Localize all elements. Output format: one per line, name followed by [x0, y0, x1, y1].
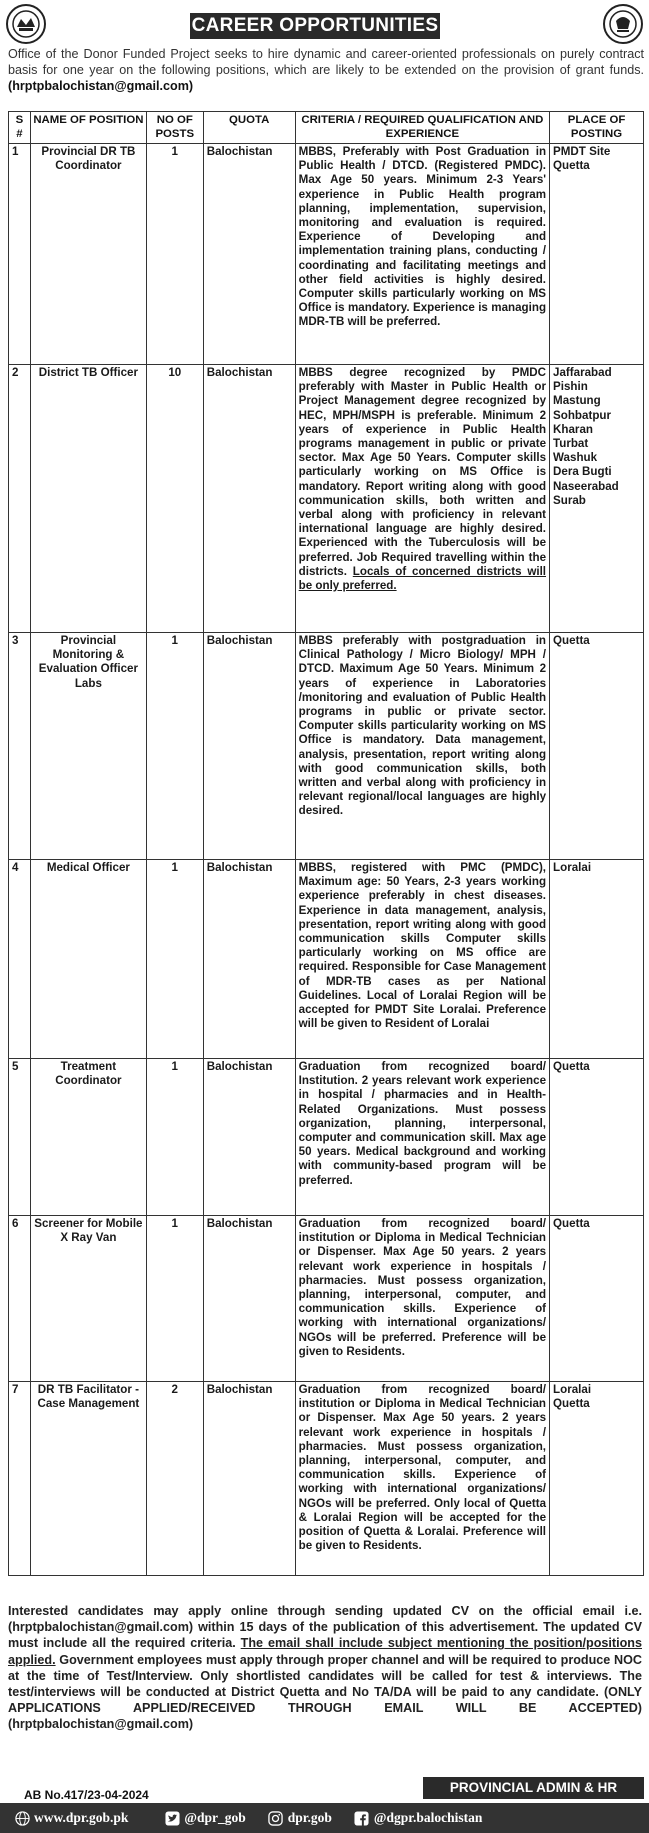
- application-instructions: [8, 1603, 642, 1733]
- social-links-bar: [0, 1803, 649, 1833]
- cell-place: Loralai Quetta: [550, 1382, 644, 1576]
- cell-posts: 1: [146, 633, 203, 860]
- cell-position: DR TB Facilitator - Case Management: [30, 1382, 146, 1576]
- header-position: NAME OF POSITION: [30, 112, 146, 144]
- facebook-icon: [354, 1810, 370, 1826]
- govt-crest-logo: [603, 4, 643, 44]
- intro-text: Office of the Donor Funded Project seeks to hire dynamic and career-oriented professionals on purely contract basis for one year on the following positions, which are likely to be extended on the provision of grant funds.: [8, 47, 644, 77]
- facebook-link[interactable]: [354, 1810, 482, 1826]
- criteria-underlined: Locals of concerned districts will be only preferred.: [298, 564, 547, 593]
- header-sno: S #: [9, 112, 31, 144]
- criteria-text: MBBS degree recognized by PMDC preferably with Master in Public Health or Project Management degree recognized by HEC, MPH/MSPH is preferable. Minimum 2 years of experience in Public Health programs management in public or private sector. Max Age 50 Years. Computer skills particularly working on MS Office is mandatory. Report writing along with good communication skills, both written and verbal along with proficiency in relevant international language are highly desired. Experienced with the Tuberculosis will be preferred. Job Required travelling within the districts.: [298, 366, 547, 578]
- page-title: CAREER OPPORTUNITIES: [190, 13, 440, 39]
- instagram-icon: [268, 1810, 284, 1826]
- cell-sno: 6: [9, 1216, 31, 1382]
- table-row: [9, 633, 644, 860]
- cell-posts: 1: [146, 860, 203, 1059]
- twitter-icon: [164, 1810, 180, 1826]
- cell-posts: 1: [146, 1216, 203, 1382]
- cell-place: Jaffarabad Pishin Mastung Sohbatpur Kharan Turbat Washuk Dera Bugti Naseerabad Surab: [550, 365, 644, 633]
- govt-emblem-logo: [6, 4, 46, 44]
- cell-criteria: Graduation from recognized board/ Institution. 2 years relevant work experience in hospital / pharmacies and in Health-Related Organizations. Must possess organization, planning, interpersonal, computer and communication skill. Max age 50 years. Medical background and working with community-based program will be preferred.: [295, 1059, 549, 1216]
- instagram-link[interactable]: [268, 1810, 332, 1826]
- table-row: [9, 1059, 644, 1216]
- cell-place: PMDT Site Quetta: [550, 144, 644, 365]
- instructions-part1: Interested candidates may apply online through sending updated CV on the official email i.e. (hrptpbalochistan@gmail.com) within 15 days of the publication of this advertisement. The updated CV must include all the required criteria.: [8, 1604, 642, 1651]
- cell-position: Medical Officer: [30, 860, 146, 1059]
- twitter-link[interactable]: [164, 1810, 245, 1826]
- table-header-row: [9, 112, 644, 144]
- instagram-text: dpr.gob: [287, 1810, 332, 1825]
- table-row: [9, 1216, 644, 1382]
- table-row: [9, 365, 644, 633]
- cell-quota: Balochistan: [203, 144, 295, 365]
- globe-icon: [14, 1810, 30, 1826]
- cell-position: Provincial Monitoring & Evaluation Officer Labs: [30, 633, 146, 860]
- cell-criteria: MBBS, Preferably with Post Graduation in Public Health / DTCD. (Registered PMDC). Max Age 50 years. Minimum 2-3 Years' experience in Public Health program planning, implementation, supervision, monitoring and evaluation is required. Experience of Developing and implementation training plans, conducting / coordinating and facilitating meetings and other field activities is highly desired. Computer skills particularly working on MS Office is mandatory. Experience is managing MDR-TB will be preferred.: [295, 144, 549, 365]
- header-posts: NO OF POSTS: [146, 112, 203, 144]
- cell-quota: Balochistan: [203, 633, 295, 860]
- issuing-office: PROVINCIAL ADMIN & HR: [423, 1777, 644, 1799]
- cell-criteria: Graduation from recognized board/ institution or Diploma in Medical Technician or Dispenser. Max Age 50 years. 2 years relevant work experience in hospitals / pharmacies. Must possess organization, planning, interpersonal, computer, and communication skills. Experience of working with international organizations/ NGOs will be preferred. Preference will be given to Residents.: [295, 1216, 549, 1382]
- table-row: [9, 1382, 644, 1576]
- cell-place: Quetta: [550, 1059, 644, 1216]
- cell-position: Provincial DR TB Coordinator: [30, 144, 146, 365]
- header-place: PLACE OF POSTING: [550, 112, 644, 144]
- cell-posts: 10: [146, 365, 203, 633]
- website-text: www.dpr.gob.pk: [34, 1810, 129, 1825]
- cell-place: Quetta: [550, 633, 644, 860]
- intro-email[interactable]: (hrptpbalochistan@gmail.com): [8, 79, 194, 93]
- instructions-part3: Government employees must apply through proper channel and will be required to produce NOC at the time of Test/Interview. Only shortlisted candidates will be called for test & interviews. The test/interviews will be conducted at District Quetta and No TA/DA will be paid to any candidate. (ONLY APPLICATIONS APPLIED/RECEIVED THROUGH EMAIL WILL BE ACCEPTED) (hrptpbalochistan@gmail.com): [8, 1652, 642, 1732]
- cell-criteria: [295, 365, 549, 633]
- cell-position: Treatment Coordinator: [30, 1059, 146, 1216]
- cell-criteria: Graduation from recognized board/ institution or Diploma in Medical Technician or Dispenser. Max Age 50 years. 2 years relevant work experience in hospitals / pharmacies. Must possess organization, planning, interpersonal, computer, and communication skills. Experience of working with international organizations/ NGOs will be preferred. Only local of Quetta & Loralai Region will be accepted for the position of Quetta & Loralai. Preference will be given to Residents.: [295, 1382, 549, 1576]
- cell-sno: 7: [9, 1382, 31, 1576]
- cell-sno: 1: [9, 144, 31, 365]
- header-quota: QUOTA: [203, 112, 295, 144]
- facebook-text: @dgpr.balochistan: [373, 1810, 483, 1825]
- cell-quota: Balochistan: [203, 1059, 295, 1216]
- website-link[interactable]: [14, 1810, 128, 1826]
- instructions-underlined: The email shall include subject mentioning the position/positions applied.: [8, 1636, 642, 1667]
- advertisement-number: AB No.417/23-04-2024: [24, 1788, 149, 1802]
- header: [0, 0, 649, 40]
- cell-place: Loralai: [550, 860, 644, 1059]
- cell-quota: Balochistan: [203, 860, 295, 1059]
- cell-posts: 1: [146, 1059, 203, 1216]
- cell-posts: 1: [146, 144, 203, 365]
- table-row: [9, 144, 644, 365]
- cell-sno: 5: [9, 1059, 31, 1216]
- cell-posts: 2: [146, 1382, 203, 1576]
- cell-criteria: MBBS, registered with PMC (PMDC), Maximum age: 50 Years, 2-3 years working experience preferably in chest diseases. Experience in data management, analysis, presentation, report writing along with good communication skills Computer skills particularly working on MS office are required. Responsible for Case Management of MDR-TB cases as per National Guidelines. Local of Loralai Region will be accepted for PMDT Site Loralai. Preference will be given to Resident of Loralai: [295, 860, 549, 1059]
- cell-quota: Balochistan: [203, 365, 295, 633]
- cell-sno: 2: [9, 365, 31, 633]
- cell-quota: Balochistan: [203, 1382, 295, 1576]
- cell-place: Quetta: [550, 1216, 644, 1382]
- header-criteria: CRITERIA / REQUIRED QUALIFICATION AND EXPERIENCE: [295, 112, 549, 144]
- cell-quota: Balochistan: [203, 1216, 295, 1382]
- positions-table: [8, 111, 644, 1576]
- table-row: [9, 860, 644, 1059]
- intro-paragraph: [8, 46, 644, 94]
- cell-sno: 4: [9, 860, 31, 1059]
- twitter-text: @dpr_gob: [184, 1810, 246, 1825]
- cell-sno: 3: [9, 633, 31, 860]
- cell-position: Screener for Mobile X Ray Van: [30, 1216, 146, 1382]
- cell-position: District TB Officer: [30, 365, 146, 633]
- cell-criteria: MBBS preferably with postgraduation in Clinical Pathology / Micro Biology/ MPH / DTCD. Maximum Age 50 Years. Minimum 2 years of experience in Laboratories /monitoring and evaluation of Public Health programs in public or private sector. Computer skills particularity working on MS Office is mandatory. Data management, analysis, presentation, report writing along with good communication skills, both written and verbal along with proficiency in relevant regional/local languages are highly desired.: [295, 633, 549, 860]
